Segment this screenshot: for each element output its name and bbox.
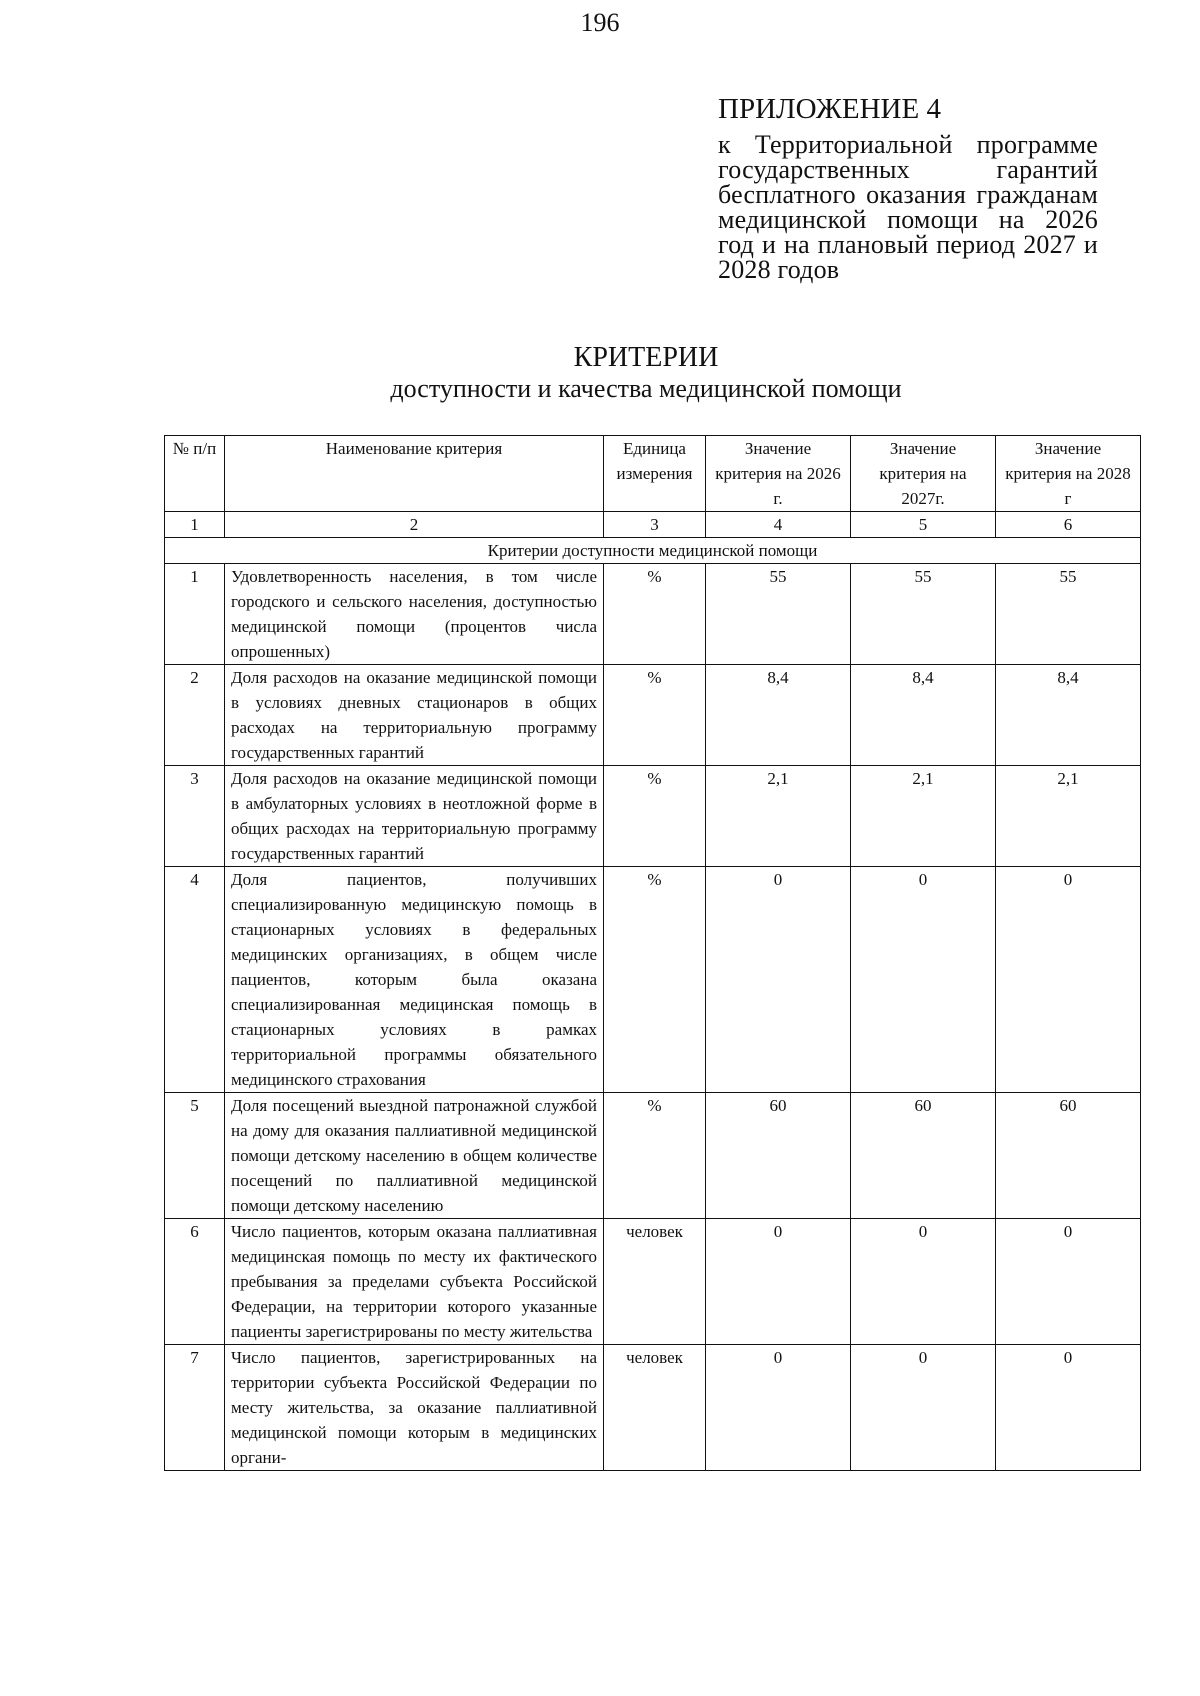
header-value-2028: Значение критерия на 2028 г <box>996 436 1141 512</box>
annex-block <box>718 92 1098 282</box>
criterion-name: Число пациентов, которым оказана паллиативная медицинская помощь по месту их фактического пребывания за пределами субъекта Российской Федерации, на территории которого указанные пациенты зарегистрированы по месту жительства <box>225 1219 604 1345</box>
criterion-unit: % <box>604 665 706 766</box>
value-2028: 8,4 <box>996 665 1141 766</box>
header-unit: Единица измерения <box>604 436 706 512</box>
column-number: 4 <box>706 512 851 538</box>
table-row <box>165 867 1141 1093</box>
table-row <box>165 766 1141 867</box>
row-number: 3 <box>165 766 225 867</box>
value-2027: 2,1 <box>851 766 996 867</box>
value-2028: 60 <box>996 1093 1141 1219</box>
section-row <box>165 538 1141 564</box>
value-2027: 0 <box>851 1219 996 1345</box>
value-2028: 0 <box>996 867 1141 1093</box>
row-number: 7 <box>165 1345 225 1471</box>
section-title: Критерии доступности медицинской помощи <box>165 538 1141 564</box>
value-2026: 0 <box>706 867 851 1093</box>
criterion-name: Доля расходов на оказание медицинской помощи в условиях дневных стационаров в общих расходах на территориальную программу государственных гарантий <box>225 665 604 766</box>
header-value-2027: Значение критерия на 2027г. <box>851 436 996 512</box>
page-number: 196 <box>580 8 620 37</box>
row-number: 1 <box>165 564 225 665</box>
value-2026: 60 <box>706 1093 851 1219</box>
column-number: 5 <box>851 512 996 538</box>
criterion-name: Доля расходов на оказание медицинской помощи в амбулаторных условиях в неотложной форме в общих расходах на территориальную программу государственных гарантий <box>225 766 604 867</box>
criterion-unit: человек <box>604 1345 706 1471</box>
header-number: № п/п <box>165 436 225 512</box>
value-2027: 0 <box>851 867 996 1093</box>
column-number: 6 <box>996 512 1141 538</box>
criterion-name: Удовлетворенность населения, в том числе городского и сельского населения, доступностью медицинской помощи (процентов числа опрошенных) <box>225 564 604 665</box>
row-number: 2 <box>165 665 225 766</box>
criterion-name: Доля посещений выездной патронажной службой на дому для оказания паллиативной медицинской помощи детскому населению в общем количестве посещений по паллиативной медицинской помощи детскому населению <box>225 1093 604 1219</box>
criterion-unit: % <box>604 564 706 665</box>
table-row <box>165 1345 1141 1471</box>
document-title: КРИТЕРИИ <box>573 342 719 373</box>
criterion-unit: % <box>604 867 706 1093</box>
value-2026: 0 <box>706 1219 851 1345</box>
table-row <box>165 564 1141 665</box>
row-number: 4 <box>165 867 225 1093</box>
table-header-row <box>165 436 1141 512</box>
column-number-row <box>165 512 1141 538</box>
value-2026: 55 <box>706 564 851 665</box>
value-2026: 8,4 <box>706 665 851 766</box>
column-number: 1 <box>165 512 225 538</box>
value-2028: 55 <box>996 564 1141 665</box>
value-2027: 0 <box>851 1345 996 1471</box>
value-2027: 60 <box>851 1093 996 1219</box>
criteria-table <box>164 435 1141 1471</box>
annex-subtitle: к Территориальной программе государственных гарантий бесплатного оказания гражданам медицинской помощи на 2026 год и на плановый период 2027 и 2028 годов <box>718 130 1098 284</box>
table-row <box>165 665 1141 766</box>
criterion-name: Число пациентов, зарегистрированных на территории субъекта Российской Федерации по месту жительства, за оказание паллиативной медицинской помощи которым в медицинских органи- <box>225 1345 604 1471</box>
value-2027: 8,4 <box>851 665 996 766</box>
header-name: Наименование критерия <box>225 436 604 512</box>
value-2028: 0 <box>996 1345 1141 1471</box>
annex-title: ПРИЛОЖЕНИЕ 4 <box>718 93 941 125</box>
header-value-2026: Значение критерия на 2026 г. <box>706 436 851 512</box>
document-subtitle: доступности и качества медицинской помощи <box>390 374 902 403</box>
column-number: 3 <box>604 512 706 538</box>
value-2027: 55 <box>851 564 996 665</box>
table-row <box>165 1219 1141 1345</box>
value-2026: 2,1 <box>706 766 851 867</box>
criterion-unit: % <box>604 766 706 867</box>
value-2028: 0 <box>996 1219 1141 1345</box>
table-row <box>165 1093 1141 1219</box>
column-number: 2 <box>225 512 604 538</box>
value-2028: 2,1 <box>996 766 1141 867</box>
criterion-unit: человек <box>604 1219 706 1345</box>
row-number: 6 <box>165 1219 225 1345</box>
criterion-unit: % <box>604 1093 706 1219</box>
value-2026: 0 <box>706 1345 851 1471</box>
criterion-name: Доля пациентов, получивших специализированную медицинскую помощь в стационарных условиях в федеральных медицинских организациях, в общем числе пациентов, которым была оказана специализированная медицинская помощь в стационарных условиях в рамках территориальной программы обязательного медицинского страхования <box>225 867 604 1093</box>
row-number: 5 <box>165 1093 225 1219</box>
document-heading <box>0 342 1200 404</box>
